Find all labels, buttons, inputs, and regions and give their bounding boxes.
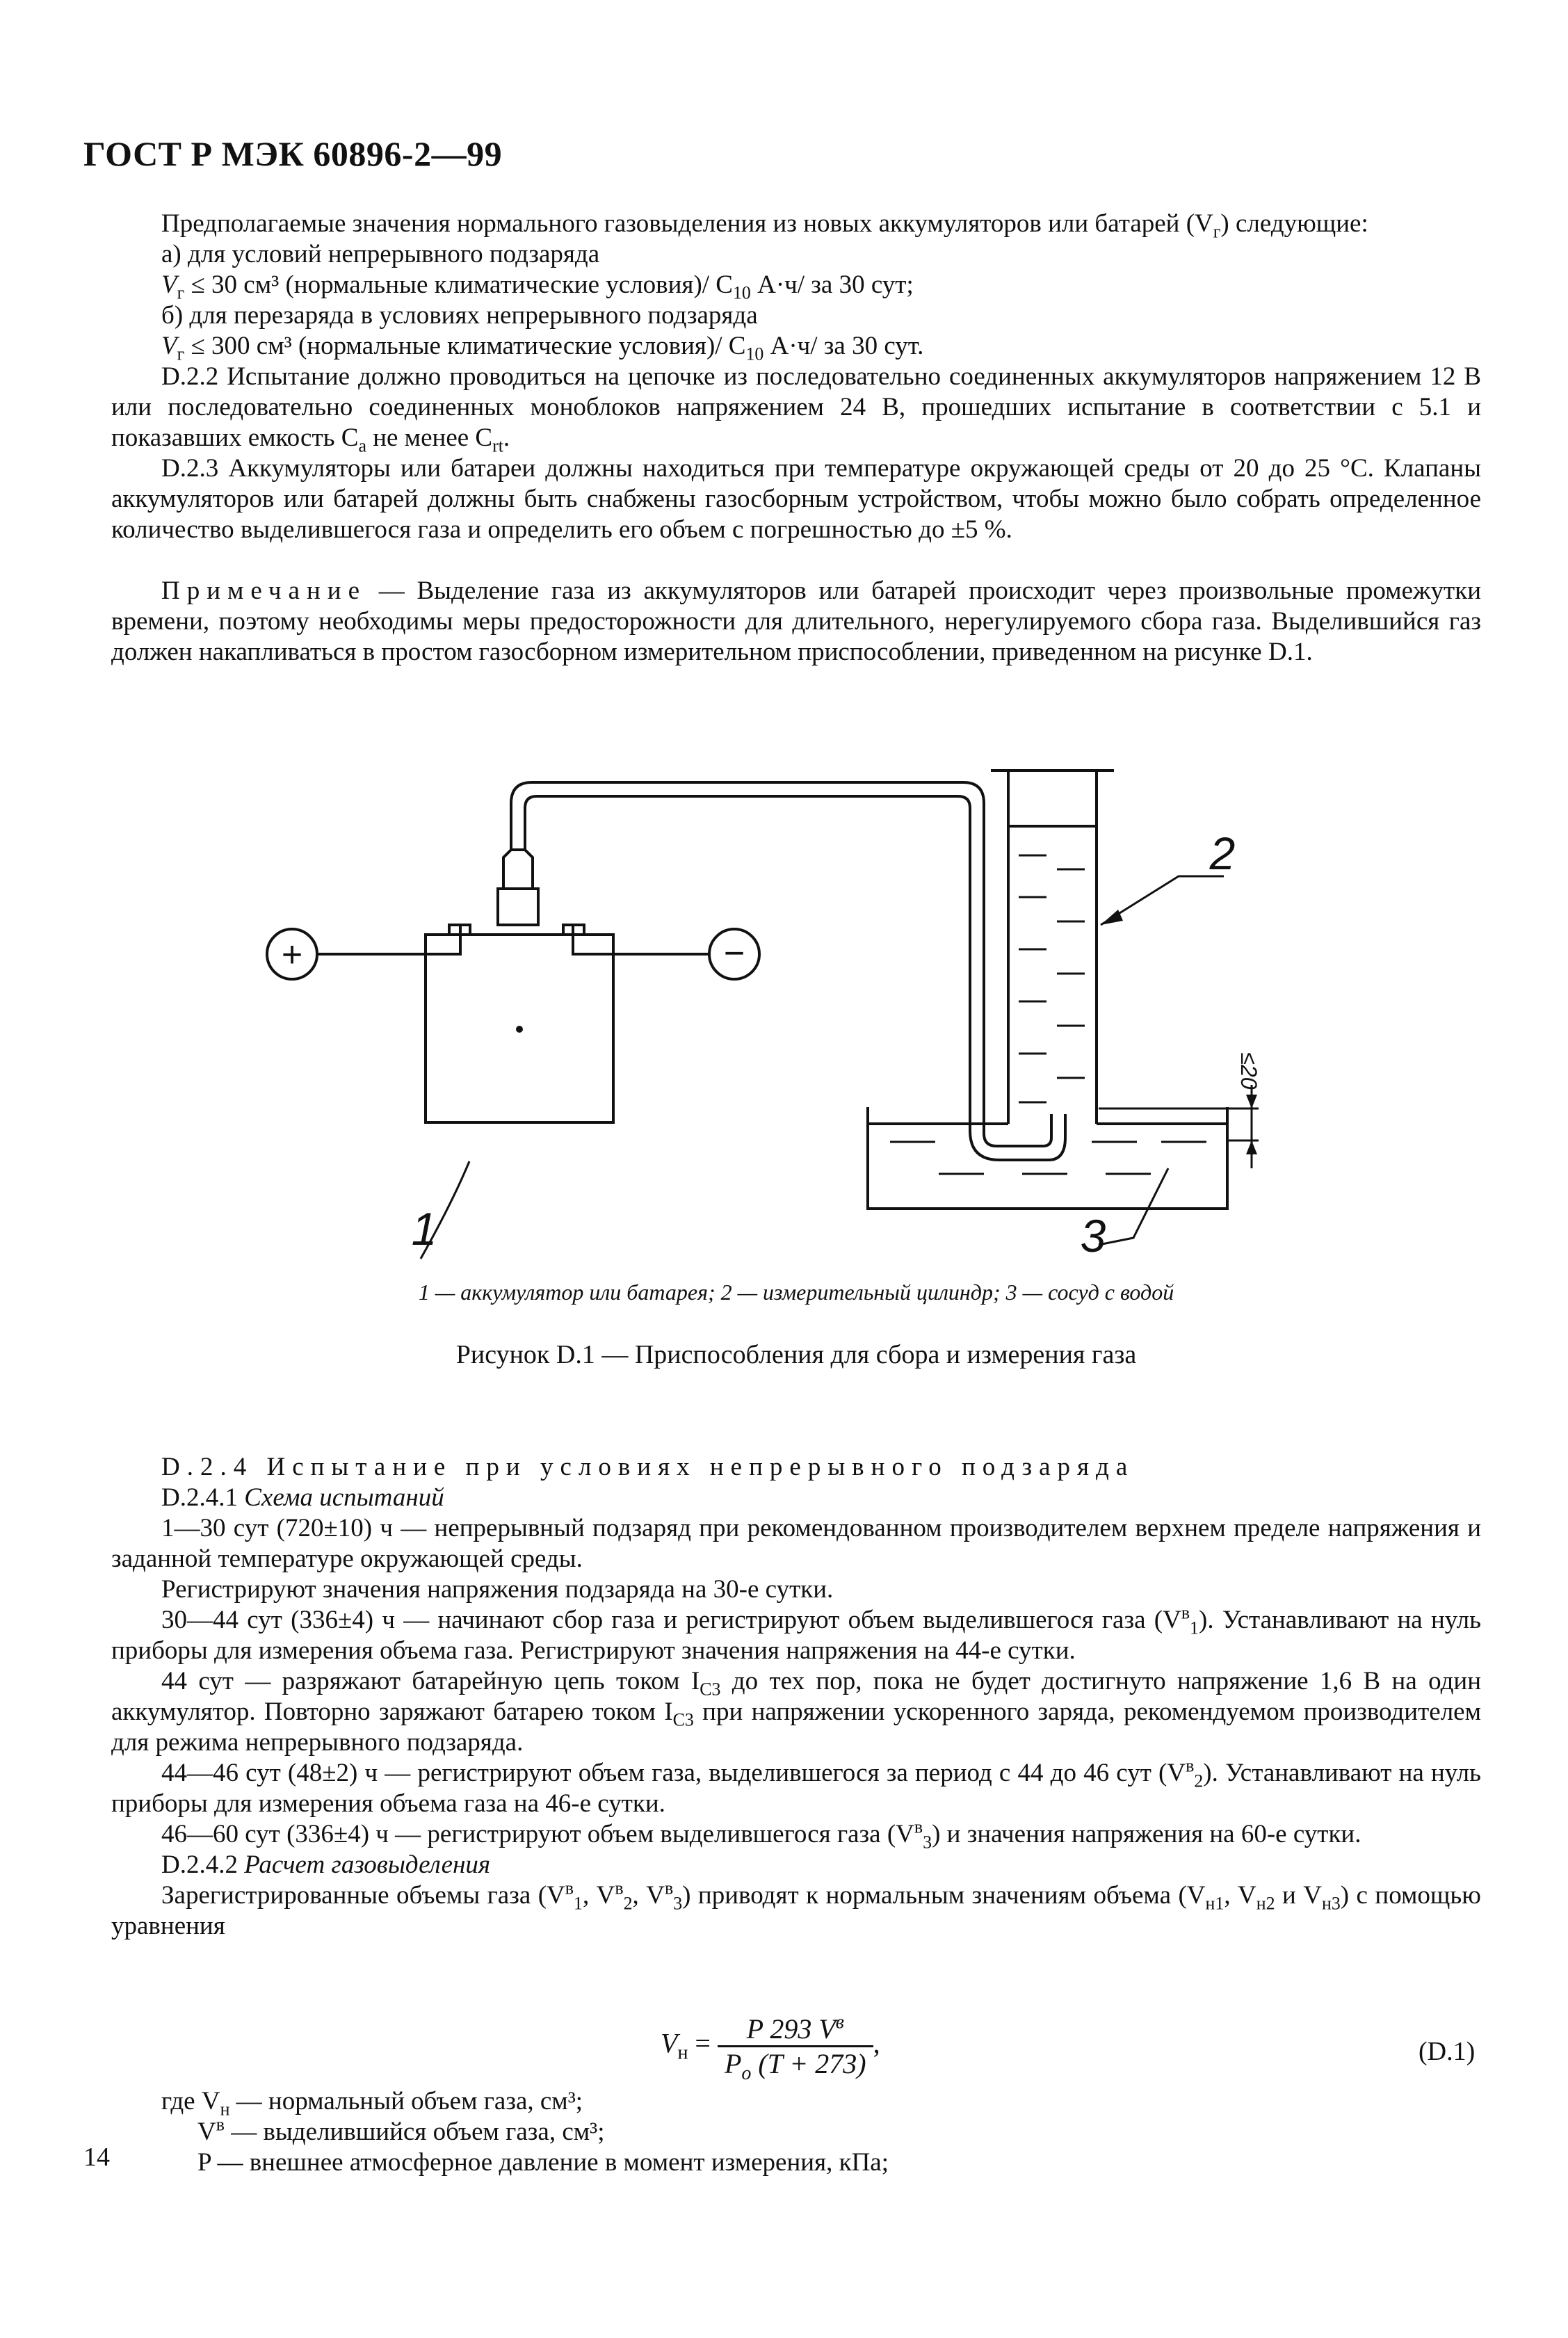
p7-sup1: в — [565, 1878, 574, 1898]
p4-text-c: при напряжении ускоренного заряда, рекомендуемом производителем для режима непрерывного подзаряда. — [111, 1698, 1482, 1757]
item-b: б) для перезаряда в условиях непрерывного подзаряда — [161, 301, 758, 330]
p7-s2: 2 — [623, 1893, 633, 1914]
formula-lhs: V — [661, 2027, 678, 2059]
p7-m1: , V — [582, 1881, 615, 1910]
formula-den-b: (T + 273) — [751, 2048, 866, 2079]
item-a-rest: ≤ 30 см³ (нормальные климатические условия)/ C — [184, 271, 733, 299]
p7-sup2: в — [615, 1878, 624, 1898]
d224-para-5 — [111, 1755, 1481, 1819]
d224-para-1: 1—30 сут (720±10) ч — непрерывный подзаряд при рекомендованном производителем верхнем пределе напряжения и заданной температуре окружающей среды. — [111, 1514, 1481, 1573]
p7-sup3: в — [664, 1878, 674, 1898]
p7-n3: н3 — [1321, 1893, 1341, 1914]
formula-tail: , — [873, 2027, 880, 2059]
p7-m2: , V — [632, 1881, 665, 1910]
formula-den-a: P — [724, 2048, 742, 2079]
where-item-2 — [161, 2114, 1482, 2147]
d2242-heading — [111, 1850, 1481, 1880]
formula-den-sub: o — [741, 2063, 752, 2084]
dimension-label: ≤20 — [1236, 1052, 1261, 1090]
d2241-number: D.2.4.1 — [161, 1483, 245, 1512]
where-item-3: P — внешнее атмосферное давление в момент измерения, кПа; — [197, 2148, 889, 2177]
d222-mid: не менее C — [366, 424, 493, 452]
equation-number: (D.1) — [1419, 2037, 1476, 2066]
note-paragraph — [111, 576, 1481, 668]
callout-1-label: 1 — [411, 1203, 437, 1255]
where-item-1 — [161, 2086, 1482, 2120]
d224-para-4 — [111, 1666, 1481, 1758]
equation-d1 — [661, 2011, 880, 2084]
item-b-tail: А·ч/ за 30 сут. — [763, 332, 924, 360]
gas-collection-figure — [236, 751, 1349, 1266]
formula-numerator-text: P 293 V — [746, 2013, 836, 2045]
d2241-title: Схема испытаний — [244, 1483, 444, 1512]
intro-lead-sub: г — [1213, 221, 1221, 242]
note-text: — Выделение газа из аккумуляторов или батарей происходит через произвольные промежутки времени, поэтому необходимы меры предосторожности для длительного, нерегулируемого сбора газа. Выделившийся газ должен накапливаться в простом газосборном измерительном приспособлении, приведенном на рисунке D.1. — [111, 577, 1481, 666]
d222-sub1: а — [358, 435, 366, 456]
p7-n2: н2 — [1256, 1893, 1275, 1914]
p7-m5: и V — [1275, 1881, 1322, 1910]
callout-2-label: 2 — [1209, 828, 1236, 879]
d224-para-2: Регистрируют значения напряжения подзаряда на 30-е сутки. — [161, 1575, 834, 1604]
wire-positive — [317, 925, 460, 954]
p6-text-b: ) и значения напряжения на 60-е сутки. — [932, 1820, 1361, 1848]
intro-section — [111, 209, 1481, 668]
item-a-c-sub: 10 — [732, 282, 751, 303]
intro-lead-end: ) следующие: — [1220, 209, 1368, 238]
d224-para-6 — [111, 1816, 1481, 1853]
item-a-v-sub: г — [177, 282, 185, 303]
d224-heading: D.2.4 Испытание при условиях непрерывного подзаряда — [161, 1453, 1135, 1481]
item-a: а) для условий непрерывного подзаряда — [161, 240, 600, 268]
p7-m3: ) приводят к нормальным значениям объема (V — [682, 1881, 1206, 1910]
d2242-number: D.2.4.2 — [161, 1851, 245, 1879]
intro-lead-text: Предполагаемые значения нормального газовыделения из новых аккумуляторов или батарей (V — [161, 209, 1213, 238]
tube-adapter — [503, 850, 533, 889]
w2-b: — выделившийся объем газа, см³; — [224, 2118, 605, 2146]
item-b-c-sub: 10 — [745, 344, 764, 364]
figure-title: Рисунок D.1 — Приспособления для сбора и измерения газа — [455, 1340, 1137, 1369]
p7-end: ) с помощью уравнения — [111, 1881, 1481, 1940]
p5-text-a: 44—46 сут (48±2) ч — регистрируют объем газа, выделившегося за период с 44 до 46 сут (V — [161, 1759, 1186, 1787]
p3-text-b: ). Устанавливают на нуль приборы для измерения объема газа. Регистрируют значения напряжения на 44-е сутки. — [111, 1606, 1481, 1665]
where-list — [161, 2086, 1482, 2178]
formula-fraction — [718, 2011, 873, 2084]
p5-text-b: ). Устанавливают на нуль приборы для измерения объема газа на 46-е сутки. — [111, 1759, 1481, 1818]
adapter-base — [498, 889, 538, 925]
p7-m4: , V — [1224, 1881, 1256, 1910]
p7-a: Зарегистрированные объемы газа (V — [161, 1881, 565, 1910]
formula-numerator-sup: в — [835, 2011, 844, 2033]
document-header: ГОСТ Р МЭК 60896-2—99 — [83, 134, 503, 173]
p7-s3: 3 — [673, 1893, 683, 1914]
p3-sup: в — [1181, 1602, 1190, 1623]
w2-a: V — [197, 2118, 216, 2146]
item-b-rest: ≤ 300 см³ (нормальные климатические условия)/ C — [184, 332, 746, 360]
note-label: Примечание — [161, 577, 366, 605]
section-d224 — [111, 1452, 1481, 1942]
formula-eq: = — [688, 2027, 718, 2059]
intro-lead — [111, 209, 1481, 242]
callout-3-label: 3 — [1080, 1210, 1106, 1261]
item-b-v-sub: г — [177, 344, 185, 364]
minus-symbol: − — [723, 933, 745, 974]
callout-leader-3 — [1099, 1168, 1168, 1245]
formula-denominator — [718, 2047, 873, 2084]
p7-n1: н1 — [1205, 1893, 1225, 1914]
item-a-value — [111, 270, 1481, 303]
w2-sup: в — [216, 2114, 225, 2135]
battery-center-dot — [516, 1026, 523, 1033]
plus-symbol: + — [281, 935, 303, 975]
d222-sub2: rt — [492, 435, 503, 456]
d224-para-3 — [111, 1602, 1481, 1666]
d2242-title: Расчет газовыделения — [244, 1851, 491, 1879]
paragraph-d222 — [111, 362, 1481, 456]
dimension-arrow-top — [1246, 1095, 1257, 1108]
p5-sup: в — [1186, 1755, 1195, 1776]
item-b-v: V — [161, 332, 177, 360]
item-a-tail: А·ч/ за 30 сут; — [750, 271, 914, 299]
wire-negative — [573, 925, 709, 954]
formula-lhs-sub: н — [677, 2042, 688, 2064]
w1-a: где V — [161, 2087, 220, 2115]
dimension-arrow-bottom — [1246, 1140, 1257, 1154]
p4-text-a: 44 сут — разряжают батарейную цепь током I — [161, 1667, 700, 1695]
w1-b: — нормальный объем газа, см³; — [229, 2087, 583, 2115]
p5-sub: 2 — [1194, 1771, 1204, 1791]
d222-end: . — [503, 424, 510, 452]
p7-s1: 1 — [573, 1893, 583, 1914]
d2241-heading — [111, 1483, 1481, 1513]
item-b-value — [111, 331, 1481, 362]
p6-sup: в — [914, 1816, 923, 1837]
item-a-v: V — [161, 271, 177, 299]
p4-sub2: C3 — [672, 1709, 694, 1730]
page-number: 14 — [83, 2143, 110, 2172]
p4-sub1: C3 — [700, 1679, 721, 1700]
p3-sub: 1 — [1190, 1618, 1199, 1638]
d224-para-7 — [111, 1880, 1481, 1942]
figure-legend: 1 — аккумулятор или батарея; 2 — измерительный цилиндр; 3 — сосуд с водой — [418, 1280, 1174, 1305]
p6-sub: 3 — [923, 1832, 932, 1853]
w1-sub: н — [220, 2099, 230, 2120]
water-vessel — [868, 1107, 1227, 1209]
p3-text-a: 30—44 сут (336±4) ч — начинают сбор газа и регистрируют объем выделившегося газа (V — [161, 1606, 1181, 1634]
paragraph-d223: D.2.3 Аккумуляторы или батареи должны находиться при температуре окружающей среды от 20 до 25 °С. Клапаны аккумуляторов или батарей должны быть снабжены газосборным устройством, чтобы можно было собрать определенное количество выделившегося газа и определить его объем с погрешностью до ±5 %. — [111, 454, 1481, 544]
d222-text: D.2.2 Испытание должно проводиться на цепочке из последовательно соединенных аккумуляторов напряжением 12 В или последовательно соединенных моноблоков напряжением 24 В, прошедших испытание в соответствии с 5.1 и показавших емкость C — [111, 362, 1481, 452]
p4-text-b: до тех пор, пока не будет достигнуто напряжение 1,6 В на один аккумулятор. Повторно заряжают батарею током I — [111, 1667, 1482, 1726]
p6-text-a: 46—60 сут (336±4) ч — регистрируют объем выделившегося газа (V — [161, 1820, 914, 1848]
formula-numerator — [718, 2013, 873, 2047]
